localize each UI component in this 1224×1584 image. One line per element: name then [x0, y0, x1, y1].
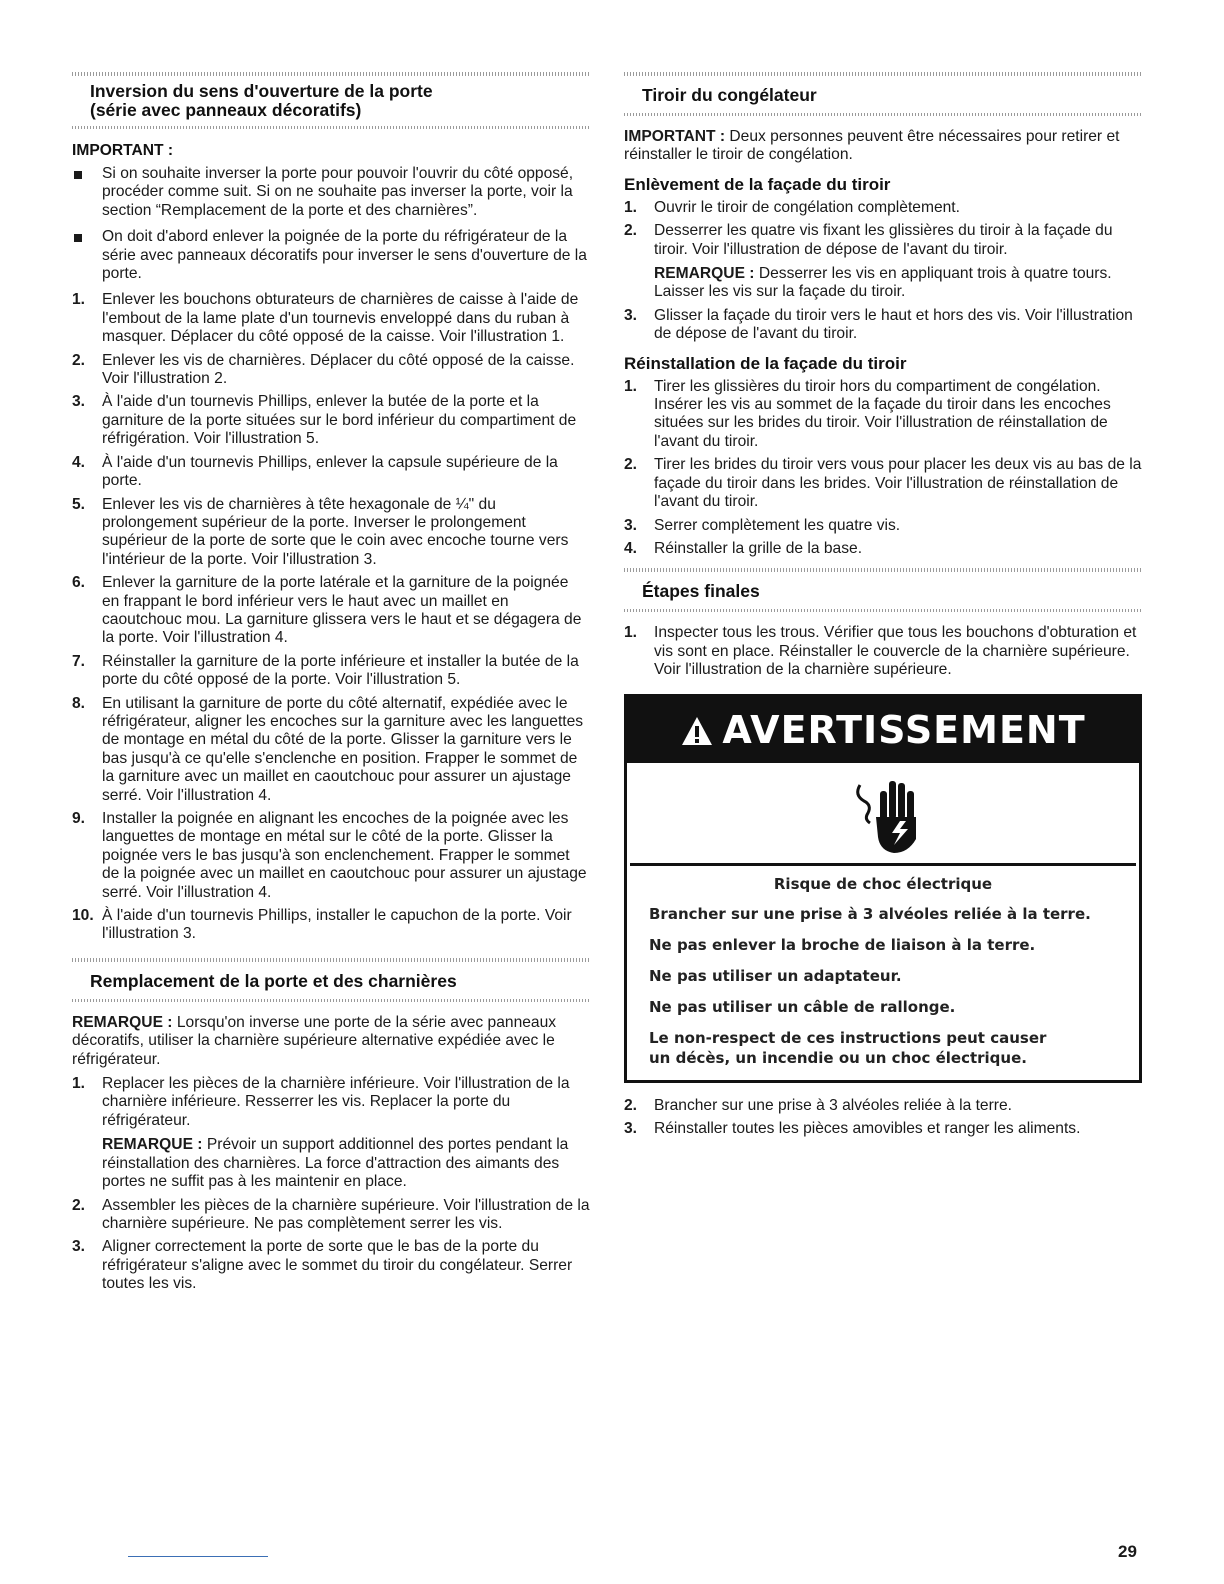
section-divider [624, 113, 1142, 116]
step-item: 5. Enlever les vis de charnières à tête hexagonale de ¼" du prolongement supérieur de la porte. Inverser le prolongement supérieur de la porte de sorte que le coin avec encoche tourne vers l'intérieur de la porte. Voir l'illustration 3. [72, 495, 569, 568]
section-divider [72, 999, 590, 1002]
step-item: 1. Tirer les glissières du tiroir hors du compartiment de congélation. Insérer les vis au sommet de la façade du tiroir dans les encoches situées sur les brides du tiroir. Voir l'illustration de réinstallation de l'avant du tiroir. [624, 377, 1111, 450]
warning-triangle-icon [680, 715, 714, 747]
important-bullets [72, 165, 590, 283]
step-item: 1. Ouvrir le tiroir de congélation complètement. [624, 198, 960, 216]
step-item: 1. Inspecter tous les trous. Vérifier que tous les bouchons d'obturation et vis sont en place. Réinstaller le couvercle de la charnière supérieure. Voir l'illustration de la charnière supérieure. [624, 624, 1137, 679]
step-item: 2. Enlever les vis de charnières. Déplacer du côté opposé de la caisse. Voir l'illustration 2. [72, 351, 575, 388]
section-divider [624, 568, 1142, 572]
step-item: 4. À l'aide d'un tournevis Phillips, enlever la capsule supérieure de la porte. [72, 453, 558, 490]
subsection-title-drawer-front-reinstall: Réinstallation de la façade du tiroir [624, 353, 907, 373]
step-item: 3. Réinstaller toutes les pièces amovibles et ranger les aliments. [624, 1119, 1081, 1137]
step-item: 7. Réinstaller la garniture de la porte inférieure et installer la butée de la porte du côté opposé de la porte. Voir l'illustration 5. [72, 652, 579, 689]
electric-shock-hand-icon [850, 767, 930, 859]
step-item: 2. Tirer les brides du tiroir vers vous pour placer les deux vis au bas de la façade du tiroir dans les brides. Voir l'illustration de réinstallation de l'avant du tiroir. [624, 456, 1142, 511]
shock-icon-panel [630, 763, 1136, 866]
step-item: 8. En utilisant la garniture de porte du côté alternatif, expédiée avec le réfrigérateur, aligner les encoches sur la garniture avec les languettes de montage en métal du côté de la porte. Glisser la garniture vers le bas jusqu'à ce qu'elle s'enclenche en position. Frapper le sommet de la garniture avec un maillet en caoutchouc pour assurer un ajustage serré. Voir l'illustration 4. [72, 694, 584, 804]
warning-line: Ne pas utiliser un câble de rallonge. [649, 997, 956, 1016]
warning-header: AVERTISSEMENT [627, 697, 1139, 763]
section-title-door-reversal: Inversion du sens d'ouverture de la porte (série avec panneaux décoratifs) [90, 81, 433, 120]
warning-line: Ne pas utiliser un adaptateur. [649, 966, 902, 985]
step-item: 10. À l'aide d'un tournevis Phillips, installer le capuchon de la porte. Voir l'illustration 3. [72, 907, 572, 943]
section-title-door-hinge-replacement: Remplacement de la porte et des charnières [90, 970, 457, 991]
bullet-item: On doit d'abord enlever la poignée de la porte du réfrigérateur de la série avec panneaux décoratifs pour inverser le sens d'ouverture de la porte. [72, 228, 590, 283]
bullet-item: Si on souhaite inverser la porte pour pouvoir l'ouvrir du côté opposé, procéder comme suit. Si on ne souhaite pas inverser la porte, voir la section “Remplacement de la porte et des charnières”. [72, 165, 590, 220]
door-reversal-steps [72, 291, 590, 943]
step-item: 1. Replacer les pièces de la charnière inférieure. Voir l'illustration de la charnière inférieure. Resserrer les vis. Replacer la porte du réfrigérateur. REMARQUE : Prévoir un support additionnel des portes pendant la réinstallation des charnières. La force d'attraction des aimants des portes ne suffit pas à les maintenir en place. [72, 1075, 590, 1191]
warning-line: Brancher sur une prise à 3 alvéoles reliée à la terre. [649, 904, 1091, 923]
step-item: 1. Enlever les bouchons obturateurs de charnières de caisse à l'aide de l'embout de la lame plate d'un tournevis enveloppé dans du ruban à masquer. Déplacer du côté opposé de la caisse. Voir l'illustration 1. [72, 291, 579, 346]
section-divider [72, 126, 590, 129]
square-bullet-icon [74, 234, 82, 242]
step-item: 2. Brancher sur une prise à 3 alvéoles reliée à la terre. [624, 1096, 1012, 1114]
square-bullet-icon [74, 171, 82, 179]
step-note: REMARQUE : Desserrer les vis en appliquant trois à quatre tours. Laisser les vis sur la façade du tiroir. [654, 265, 1112, 301]
subsection-title-drawer-front-removal: Enlèvement de la façade du tiroir [624, 174, 891, 194]
section-divider [72, 958, 590, 962]
step-item: 3. À l'aide d'un tournevis Phillips, enlever la butée de la porte et la garniture de la porte situées sur le bord inférieur du compartiment de réfrigération. Voir l'illustration 5. [72, 393, 577, 448]
footer-line [128, 1556, 268, 1557]
section-title-freezer-drawer: Tiroir du congélateur [642, 85, 817, 105]
warning-line: Ne pas enlever la broche de liaison à la terre. [649, 935, 1036, 954]
step-item: 3. Glisser la façade du tiroir vers le haut et hors des vis. Voir l'illustration de dépose de l'avant du tiroir. [624, 306, 1133, 343]
section-title-final-steps: Étapes finales [642, 581, 760, 602]
hazard-title: Risque de choc électrique [773, 874, 993, 893]
step-item: 9. Installer la poignée en alignant les encoches de la poignée avec les languettes de montage en métal sur le côté de la porte. Glisser la poignée vers le bas jusqu'à son enclenchement. Frapper le sommet de la poignée avec un maillet en caoutchouc pour assurer un ajustage serré. Voir l'illustration 4. [72, 810, 587, 901]
step-item: 6. Enlever la garniture de la porte latérale et la garniture de la poignée en frappant le bord inférieur vers le haut avec un maillet en caoutchouc mou. La garniture glissera vers le haut et se dégagera de la porte. Voir l'illustration 4. [72, 574, 582, 647]
step-item: 2. Desserrer les quatre vis fixant les glissières du tiroir à la façade du tiroir. Voir l'illustration de dépose de l'avant du tiroir. REMARQUE : Desserrer les vis en appliquant trois à quatre tours. Laisser les vis sur la façade du tiroir. [624, 222, 1142, 302]
warning-body [627, 866, 1139, 1080]
left-column [72, 72, 590, 1299]
warning-consequence: Le non-respect de ces instructions peut causer un décès, un incendie ou un choc électrique. [649, 1028, 1047, 1067]
right-column [624, 72, 1142, 1143]
step-item: 4. Réinstaller la grille de la base. [624, 539, 863, 557]
section-divider [624, 609, 1142, 612]
section-divider [72, 72, 590, 76]
important-paragraph: IMPORTANT : Deux personnes peuvent être nécessaires pour retirer et réinstaller le tiroir de congélation. [624, 128, 1120, 164]
step-item: 2. Assembler les pièces de la charnière supérieure. Voir l'illustration de la charnière supérieure. Ne pas complètement serrer les vis. [72, 1196, 590, 1232]
warning-box [624, 694, 1142, 1083]
important-label: IMPORTANT : [72, 142, 174, 159]
remarque-paragraph: REMARQUE : Lorsqu'on inverse une porte de la série avec panneaux décoratifs, utiliser la charnière supérieure alternative expédiée avec le réfrigérateur. [72, 1013, 557, 1068]
step-item: 3. Aligner correctement la porte de sorte que le bas de la porte du réfrigérateur s'aligne avec le sommet du tiroir du congélateur. Serrer toutes les vis. [72, 1238, 573, 1293]
step-note: REMARQUE : Prévoir un support additionnel des portes pendant la réinstallation des charnières. La force d'attraction des aimants des portes ne suffit pas à les maintenir en place. [102, 1136, 569, 1191]
section-divider [624, 72, 1142, 76]
step-item: 3. Serrer complètement les quatre vis. [624, 516, 901, 534]
page-number: 29 [1118, 1542, 1137, 1561]
